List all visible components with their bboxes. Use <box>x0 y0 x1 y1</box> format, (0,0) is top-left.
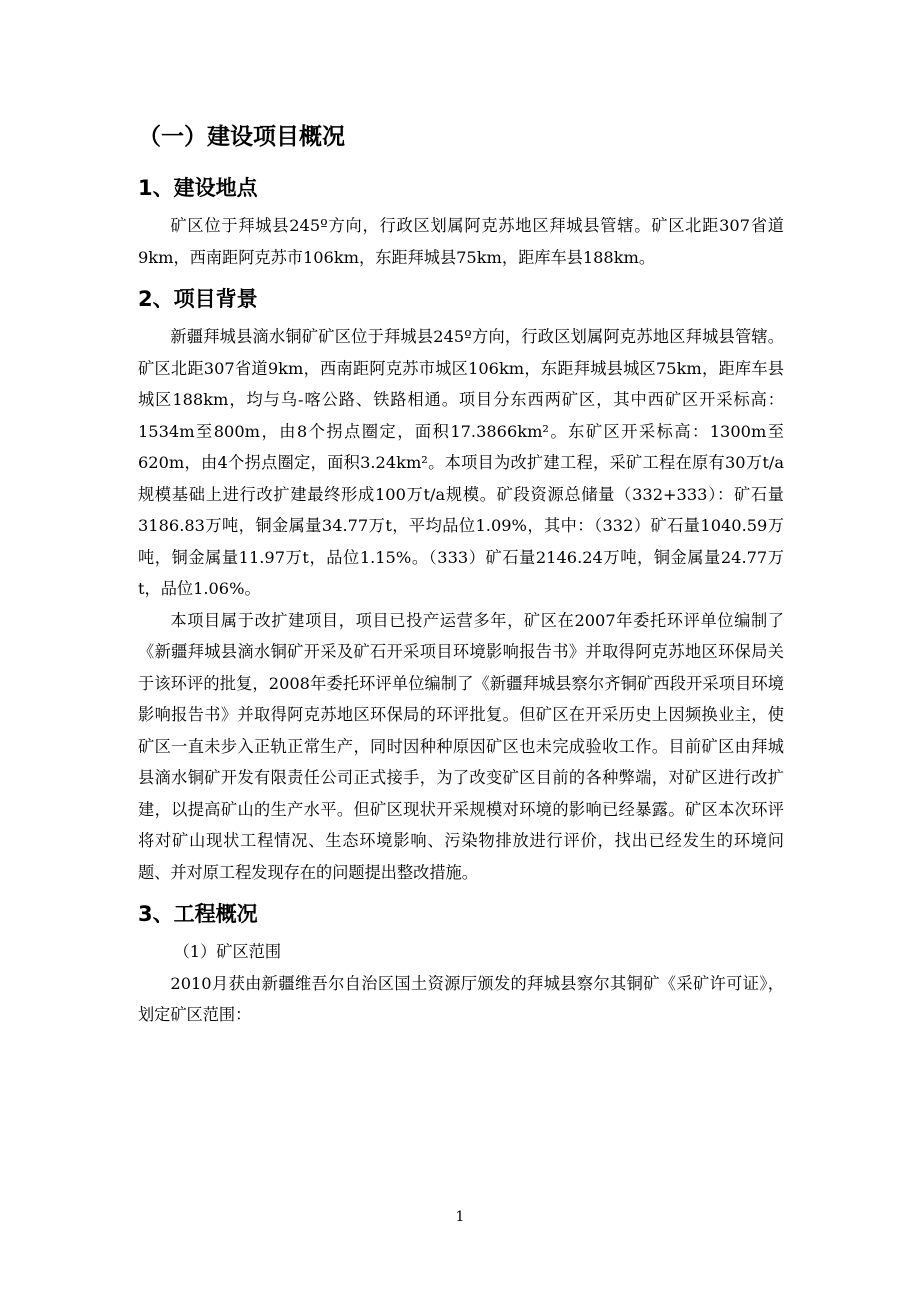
section-title: （一）建设项目概况 <box>138 124 345 150</box>
page-number: 1 <box>455 1209 465 1225</box>
page-content <box>138 112 784 1031</box>
paragraph-construction-site: 矿区位于拜城县245º方向，行政区划属阿克苏地区拜城县管辖。矿区北距307省道9km，西南距阿克苏市106km，东距拜城县75km，距库车县188km。 <box>138 216 784 267</box>
heading-project-overview: 3、工程概况 <box>138 902 258 926</box>
paragraph-mining-license: 2010月获由新疆维吾尔自治区国土资源厅颁发的拜城县察尔其铜矿《采矿许可证》，划定矿区范围： <box>138 973 784 1024</box>
heading-construction-site: 1、建设地点 <box>138 176 258 200</box>
heading-project-background: 2、项目背景 <box>138 287 258 311</box>
subheading-mining-area-scope: （1）矿区范围 <box>173 942 282 961</box>
paragraph-project-background-2: 本项目属于改扩建项目，项目已投产运营多年，矿区在2007年委托环评单位编制了《新疆拜城县滴水铜矿开采及矿石开采项目环境影响报告书》并取得阿克苏地区环保局关于该环评的批复，2008年委托环评单位编制了《新疆拜城县察尔齐铜矿西段开采项目环境影响报告书》并取得阿克苏地区环保局的环评批复。但矿区在开采历史上因频换业主，使矿区一直未步入正轨正常生产，同时因种种原因矿区也未完成验收工作。目前矿区由拜城县滴水铜矿开发有限责任公司正式接手，为了改变矿区目前的各种弊端，对矿区进行改扩建，以提高矿山的生产水平。但矿区现状开采规模对环境的影响已经暴露。矿区本次环评将对矿山现状工程情况、生态环境影响、污染物排放进行评价，找出已经发生的环境问题、并对原工程发现存在的问题提出整改措施。 <box>138 610 784 882</box>
paragraph-project-background-1: 新疆拜城县滴水铜矿矿区位于拜城县245º方向，行政区划属阿克苏地区拜城县管辖。矿区北距307省道9km，西南距阿克苏市城区106km，东距拜城县城区75km，距库车县城区188km，均与乌-喀公路、铁路相通。项目分东西两矿区，其中西矿区开采标高：1534m至800m，由8个拐点圈定，面积17.3866km²。东矿区开采标高：1300m至620m，由4个拐点圈定，面积3.24km²。本项目为改扩建工程，采矿工程在原有30万t/a规模基础上进行改扩建最终形成100万t/a规模。矿段资源总储量（332+333）：矿石量3186.83万吨，铜金属量34.77万t，平均品位1.09%，其中：（332）矿石量1040.59万吨，铜金属量11.97万t，品位1.15%。（333）矿石量2146.24万吨，铜金属量24.77万t，品位1.06%。 <box>138 327 784 598</box>
